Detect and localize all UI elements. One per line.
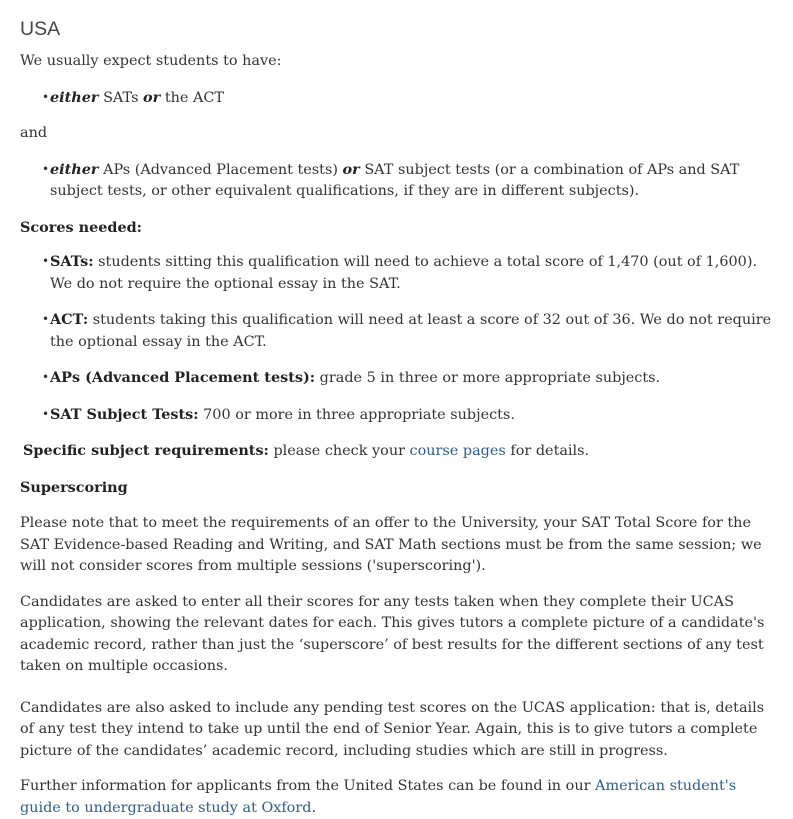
qualification-list-1 — [20, 87, 773, 110]
or-emphasis: or — [342, 160, 360, 178]
further-text: Further information for applicants from the United States can be found in our — [20, 778, 591, 794]
american-guide-link[interactable]: American student's guide to undergraduate study at Oxford — [20, 778, 737, 816]
option-b: the ACT — [164, 89, 224, 106]
intro-text: We usually expect students to have: — [20, 53, 282, 69]
further-information — [20, 776, 773, 819]
option-a: SATs — [103, 89, 139, 106]
superscoring-paragraph-1: Please note that to meet the requirements of an offer to the University, your SAT Total Score for the SAT Evidence-based Reading and Writing, and SAT Math sections must be from the same session; we will not consider scores from multiple sessions ('superscoring'). — [20, 515, 762, 574]
further-end: . — [311, 799, 317, 816]
course-pages-link[interactable]: course pages — [409, 443, 506, 459]
specific-label: Specific subject requirements: — [23, 442, 269, 459]
scores-list — [20, 251, 773, 426]
score-item — [42, 251, 773, 295]
score-text: students sitting this qualification will need to achieve a total score of 1,470 (out of 1,600). We do not require the optional essay in the SAT. — [50, 254, 758, 292]
or-emphasis: or — [143, 88, 161, 106]
score-item — [42, 404, 773, 427]
score-label: SATs: — [50, 253, 94, 270]
score-label: ACT: — [50, 311, 89, 328]
score-label: SAT Subject Tests: — [50, 405, 199, 423]
and-text: and — [20, 125, 48, 141]
scores-heading: Scores needed: — [20, 218, 142, 236]
score-item — [42, 309, 773, 353]
specific-text: please check your — [273, 443, 405, 459]
qualification-list-2 — [20, 159, 773, 203]
list-item — [42, 87, 773, 110]
specific-text-end: for details. — [510, 443, 590, 459]
score-text: students taking this qualification will need at least a score of 32 out of 36. We do not require the optional essay in the ACT. — [50, 312, 772, 350]
section-heading: USA — [20, 18, 61, 40]
score-text: grade 5 in three or more appropriate subjects. — [319, 370, 661, 386]
score-item — [42, 367, 773, 390]
either-emphasis: either — [50, 88, 99, 106]
list-item — [42, 159, 773, 203]
superscoring-heading: Superscoring — [20, 478, 128, 496]
score-text: 700 or more in three appropriate subjects. — [203, 406, 515, 423]
option-b: SAT subject tests (or a combination of APs and SAT subject tests, or other equivalent qualifications, if they are in different subjects). — [50, 161, 740, 199]
specific-requirements — [20, 440, 773, 463]
option-a: APs (Advanced Placement tests) — [103, 161, 338, 178]
score-label: APs (Advanced Placement tests): — [50, 369, 316, 386]
superscoring-paragraph-2: Candidates are asked to enter all their scores for any tests taken when they complete their UCAS application, showing the relevant dates for each. This gives tutors a complete picture of a candidate's academic record, rather than just the ‘superscore’ of best results for the different sections of any test taken on multiple occasions. — [20, 593, 765, 674]
either-emphasis: either — [50, 160, 99, 178]
superscoring-paragraph-3: Candidates are also asked to include any pending test scores on the UCAS application: that is, details of any test they intend to take up until the end of Senior Year. Again, this is to give tutors a complete picture of the candidates’ academic record, including studies which are still in progress. — [20, 699, 765, 759]
